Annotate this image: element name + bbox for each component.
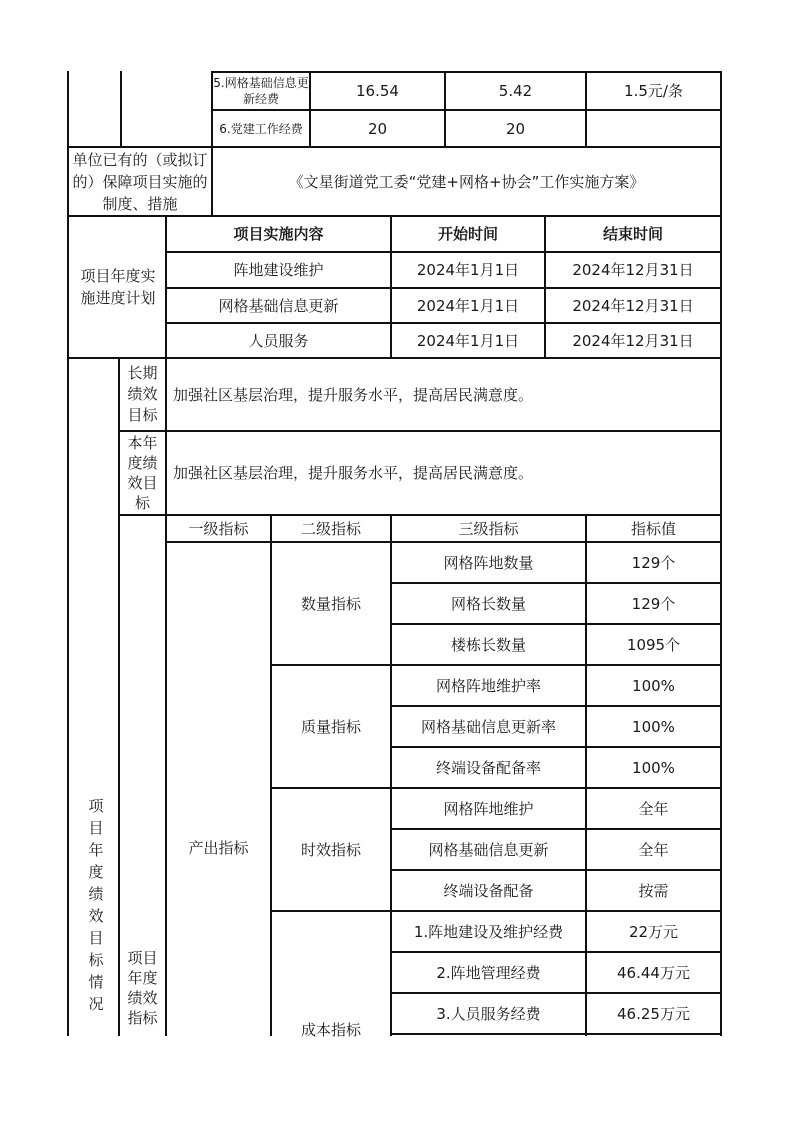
measures-content: 《文星街道党工委“党建+网格+协会”工作实施方案》	[288, 172, 645, 191]
rule	[390, 1033, 722, 1035]
schedule-row-end: 2024年12月31日	[572, 296, 694, 315]
rule	[165, 514, 167, 1036]
indicator-row-value: 1095个	[626, 635, 681, 654]
schedule-row-end: 2024年12月31日	[572, 331, 694, 350]
indicator-label: 项目年度绩效指标	[127, 949, 158, 1027]
group-timeliness: 时效指标	[300, 840, 361, 859]
schedule-row-content: 阵地建设维护	[233, 261, 324, 279]
indicator-row-value: 全年	[638, 840, 669, 859]
indicator-header-value: 指标值	[630, 519, 676, 538]
indicator-row-name: 1.阵地建设及维护经费	[413, 922, 564, 941]
indicator-row-value: 100%	[632, 676, 675, 695]
budget-item-value: 20	[505, 119, 526, 138]
schedule-row-end: 2024年12月31日	[572, 261, 694, 279]
schedule-row-content: 人员服务	[248, 331, 309, 350]
indicator-header-level3: 三级指标	[458, 519, 519, 538]
long-term-goal-label: 长期绩效目标	[127, 364, 158, 424]
group-quality: 质量指标	[300, 717, 361, 736]
indicator-row-name: 3.人员服务经费	[436, 1004, 541, 1023]
indicator-row-value: 46.25万元	[617, 1004, 690, 1023]
indicator-header-level1: 一级指标	[188, 519, 249, 538]
budget-item-name: 5.网格基础信息更新经费	[213, 76, 309, 106]
indicator-row-value: 129个	[631, 594, 676, 613]
indicator-row-name: 楼栋长数量	[450, 635, 526, 654]
annual-goal-label: 本年度绩效目标	[127, 434, 158, 512]
indicator-row-name: 网格阵地数量	[443, 553, 534, 572]
budget-item-standard: 1.5元/条	[624, 82, 683, 100]
indicator-row-name: 终端设备配备	[443, 881, 534, 900]
rule	[120, 71, 122, 146]
indicator-row-name: 网格基础信息更新	[428, 840, 549, 859]
indicator-row-value: 100%	[632, 758, 675, 777]
budget-item-standard	[587, 111, 720, 146]
schedule-row-start: 2024年1月1日	[416, 296, 520, 315]
budget-item-value: 20	[367, 119, 388, 138]
schedule-row-content: 网格基础信息更新	[218, 296, 339, 315]
annual-goal-text: 加强社区基层治理，提升服务水平，提高居民满意度。	[173, 464, 534, 482]
budget-item-name: 6.党建工作经费	[219, 121, 303, 136]
indicator-row-value: 46.44万元	[617, 963, 690, 982]
indicator-row-value: 22万元	[628, 922, 679, 941]
indicator-row-name: 网格基础信息更新率	[420, 717, 556, 736]
indicator-row-name: 2.阵地管理经费	[436, 963, 541, 982]
schedule-header-end: 结束时间	[602, 225, 663, 243]
indicator-row-name: 终端设备配备率	[435, 758, 541, 777]
group-cost: 成本指标	[300, 1021, 361, 1039]
measures-label: 单位已有的（或拟订的）保障项目实施的制度、措施	[72, 150, 208, 213]
indicator-row-name: 网格阵地维护率	[435, 676, 541, 695]
budget-item-value: 16.54	[356, 82, 399, 100]
level1-output-indicator: 产出指标	[188, 839, 249, 857]
performance-section-label: 项目年度绩效目标情况	[88, 797, 104, 1013]
indicator-row-name: 网格阵地维护	[443, 799, 534, 818]
budget-item-value: 5.42	[498, 82, 533, 100]
indicator-row-name: 网格长数量	[450, 594, 526, 613]
indicator-row-value: 129个	[631, 553, 676, 572]
indicator-row-value: 全年	[638, 799, 669, 818]
long-term-goal-text: 加强社区基层治理，提升服务水平，提高居民满意度。	[173, 385, 534, 404]
schedule-header-start: 开始时间	[437, 225, 498, 243]
schedule-header-content: 项目实施内容	[233, 225, 324, 243]
group-quantity: 数量指标	[300, 594, 361, 613]
schedule-row-start: 2024年1月1日	[416, 261, 520, 279]
indicator-header-level2: 二级指标	[300, 519, 361, 538]
indicator-row-value: 按需	[638, 881, 669, 900]
schedule-row-start: 2024年1月1日	[416, 331, 520, 350]
indicator-row-value: 100%	[632, 717, 675, 736]
schedule-label: 项目年度实施进度计划	[80, 267, 156, 307]
